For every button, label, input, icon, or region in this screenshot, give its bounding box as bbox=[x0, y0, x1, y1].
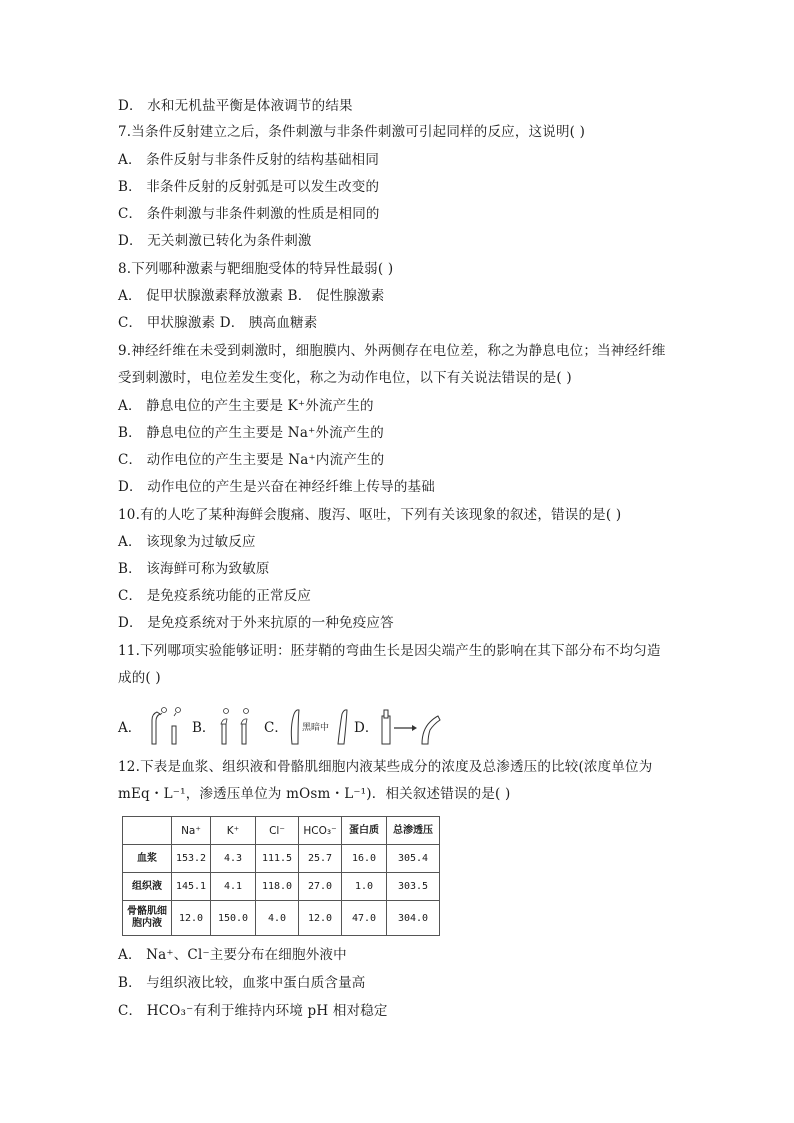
table-cell: 111.5 bbox=[256, 845, 299, 873]
q7-option-d: D． 无关刺激已转化为条件刺激 bbox=[118, 233, 312, 249]
table-cell: 118.0 bbox=[256, 873, 299, 901]
table-cell: 303.5 bbox=[387, 873, 440, 901]
coleoptile-figure-c bbox=[286, 706, 356, 746]
table-cell: 27.0 bbox=[299, 873, 342, 901]
fig-label-a: A． bbox=[118, 720, 142, 736]
q10-option-b: B． 该海鲜可称为致敏原 bbox=[118, 561, 270, 577]
q8-options-cd: C． 甲状腺激素 D． 胰高血糖素 bbox=[118, 315, 318, 331]
table-cell: 304.0 bbox=[387, 901, 440, 936]
q9-option-a: A． 静息电位的产生主要是 K⁺外流产生的 bbox=[118, 398, 374, 414]
table-cell: 12.0 bbox=[172, 901, 211, 936]
question-11-line2: 成的( ) bbox=[118, 670, 161, 686]
q12-option-a: A． Na⁺、Cl⁻主要分布在细胞外液中 bbox=[118, 947, 347, 963]
table-row bbox=[123, 845, 440, 873]
table-cell: 4.0 bbox=[256, 901, 299, 936]
q12-option-b: B． 与组织液比较，血浆中蛋白质含量高 bbox=[118, 975, 366, 991]
question-10: 10.有的人吃了某种海鲜会腹痛、腹泻、呕吐，下列有关该现象的叙述，错误的是( ) bbox=[118, 507, 622, 523]
dark-label: 黑暗中 bbox=[302, 723, 330, 733]
table-header-cell: Cl⁻ bbox=[256, 817, 299, 845]
question-12-line2: mEq・L⁻¹，渗透压单位为 mOsm・L⁻¹)．相关叙述错误的是( ) bbox=[118, 786, 511, 802]
table-cell: 47.0 bbox=[342, 901, 387, 936]
fig-label-d: D． bbox=[354, 720, 379, 736]
table-header-cell bbox=[123, 817, 172, 845]
table-header-cell: K⁺ bbox=[211, 817, 256, 845]
q8-options-ab: A． 促甲状腺激素释放激素 B． 促性腺激素 bbox=[118, 288, 385, 304]
table-cell: 153.2 bbox=[172, 845, 211, 873]
coleoptile-figure-d bbox=[378, 706, 448, 746]
table-cell: 25.7 bbox=[299, 845, 342, 873]
table-row-label: 骨骼肌细胞内液 bbox=[123, 901, 172, 936]
table-cell: 4.1 bbox=[211, 873, 256, 901]
table-header-cell: Na⁺ bbox=[172, 817, 211, 845]
concentration-table-wrap bbox=[122, 816, 440, 936]
q11-figure-row bbox=[118, 706, 458, 746]
table-cell: 150.0 bbox=[211, 901, 256, 936]
q10-option-a: A． 该现象为过敏反应 bbox=[118, 534, 256, 550]
coleoptile-figure-b bbox=[214, 706, 264, 746]
table-header-cell: 蛋白质 bbox=[342, 817, 387, 845]
option-d-prev: D． 水和无机盐平衡是体液调节的结果 bbox=[118, 98, 353, 114]
table-cell: 305.4 bbox=[387, 845, 440, 873]
coleoptile-figure-a bbox=[142, 706, 192, 746]
table-header-cell: 总渗透压 bbox=[387, 817, 440, 845]
table-cell: 12.0 bbox=[299, 901, 342, 936]
table-cell: 145.1 bbox=[172, 873, 211, 901]
q9-option-d: D． 动作电位的产生是兴奋在神经纤维上传导的基础 bbox=[118, 479, 435, 495]
fig-label-c: C． bbox=[264, 720, 288, 736]
concentration-table bbox=[122, 816, 440, 936]
question-9-line2: 受到刺激时，电位差发生变化，称之为动作电位，以下有关说法错误的是( ) bbox=[118, 370, 572, 386]
q9-option-c: C． 动作电位的产生主要是 Na⁺内流产生的 bbox=[118, 452, 385, 468]
table-row bbox=[123, 901, 440, 936]
q7-option-c: C． 条件刺激与非条件刺激的性质是相同的 bbox=[118, 206, 380, 222]
q10-option-d: D． 是免疫系统对于外来抗原的一种免疫应答 bbox=[118, 615, 394, 631]
question-12-line1: 12.下表是血浆、组织液和骨骼肌细胞内液某些成分的浓度及总渗透压的比较(浓度单位为 bbox=[118, 759, 653, 775]
q9-option-b: B． 静息电位的产生主要是 Na⁺外流产生的 bbox=[118, 425, 384, 441]
table-row-label: 组织液 bbox=[123, 873, 172, 901]
q7-option-a: A． 条件反射与非条件反射的结构基础相同 bbox=[118, 152, 380, 168]
table-row-label: 血浆 bbox=[123, 845, 172, 873]
q12-option-c: C． HCO₃⁻有利于维持内环境 pH 相对稳定 bbox=[118, 1003, 388, 1019]
table-cell: 16.0 bbox=[342, 845, 387, 873]
q10-option-c: C． 是免疫系统功能的正常反应 bbox=[118, 588, 312, 604]
fig-label-b: B． bbox=[192, 720, 216, 736]
table-row bbox=[123, 873, 440, 901]
question-7: 7.当条件反射建立之后，条件刺激与非条件刺激可引起同样的反应，这说明( ) bbox=[118, 124, 586, 140]
question-8: 8.下列哪种激素与靶细胞受体的特异性最弱( ) bbox=[118, 261, 394, 277]
table-header-row bbox=[123, 817, 440, 845]
table-cell: 1.0 bbox=[342, 873, 387, 901]
question-11-line1: 11.下列哪项实验能够证明：胚芽鞘的弯曲生长是因尖端产生的影响在其下部分布不均匀造 bbox=[118, 643, 661, 659]
q7-option-b: B． 非条件反射的反射弧是可以发生改变的 bbox=[118, 179, 380, 195]
table-cell: 4.3 bbox=[211, 845, 256, 873]
table-header-cell: HCO₃⁻ bbox=[299, 817, 342, 845]
question-9-line1: 9.神经纤维在未受到刺激时，细胞膜内、外两侧存在电位差，称之为静息电位；当神经纤维 bbox=[118, 343, 666, 359]
